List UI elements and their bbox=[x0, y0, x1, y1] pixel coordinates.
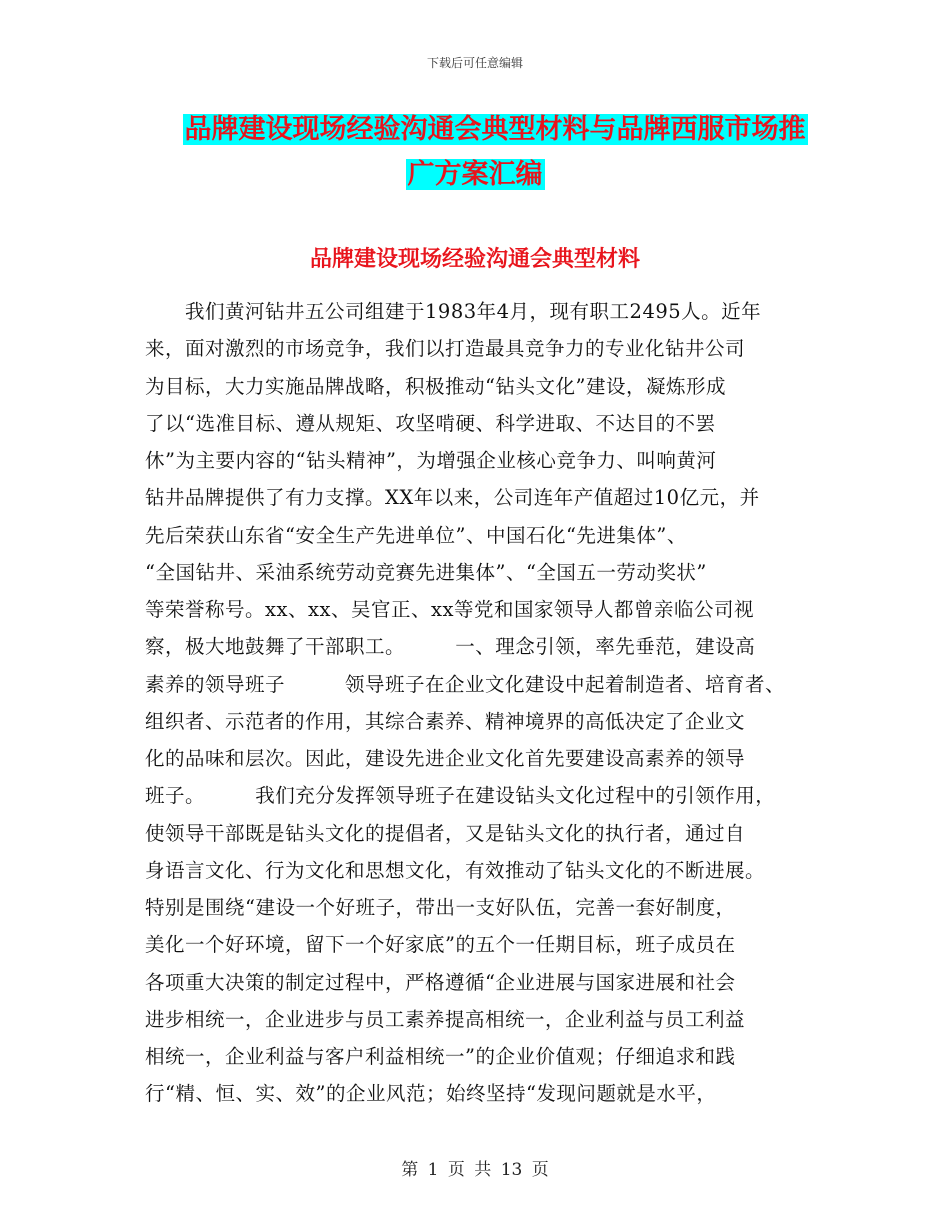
section-title: 品牌建设现场经验沟通会典型材料 bbox=[309, 246, 640, 272]
body-line: 为目标，大力实施品牌战略，积极推动“钻头文化”建设，凝炼形成 bbox=[145, 374, 726, 398]
body-line: 组织者、示范者的作用，其综合素养、精神境界的高低决定了企业文 bbox=[145, 709, 746, 733]
body-line: 使领导干部既是钻头文化的提倡者，又是钻头文化的执行者，通过自 bbox=[145, 821, 746, 845]
body-line: 察，极大地鼓舞了干部职工。 一、理念引领，率先垂范，建设高 bbox=[145, 635, 756, 659]
body-line: 化的品味和层次。因此，建设先进企业文化首先要建设高素养的领导 bbox=[145, 747, 746, 770]
body-line: 钻井品牌提供了有力支撑。XX年以来，公司连年产值超过10亿元，并 bbox=[145, 486, 760, 510]
header-note: 下载后可任意编辑 bbox=[426, 56, 523, 70]
body-line: 休”为主要内容的“钻头精神”，为增强企业核心竞争力、叫响黄河 bbox=[145, 449, 717, 472]
body-line: 美化一个好环境，留下一个好家底”的五个一任期目标，班子成员在 bbox=[145, 933, 736, 957]
body-text bbox=[145, 293, 825, 1113]
body-line: 身语言文化、行为文化和思想文化，有效推动了钻头文化的不断进展。 bbox=[145, 858, 766, 882]
body-line: 了以“选准目标、遵从规矩、攻坚啃硬、科学进取、不达目的不罢 bbox=[145, 411, 716, 435]
body-line: 我们黄河钻井五公司组建于1983年4月，现有职工2495人。近年 bbox=[145, 300, 762, 323]
body-line: 相统一，企业利益与客户利益相统一”的企业价值观；仔细追求和践 bbox=[145, 1045, 736, 1068]
body-line: 来，面对激烈的市场竞争，我们以打造最具竞争力的专业化钻井公司 bbox=[145, 337, 746, 361]
body-line: 行“精、恒、实、效”的企业风范；始终坚持“发现问题就是水平， bbox=[145, 1082, 717, 1106]
title-highlight: 品牌建设现场经验沟通会典型材料与品牌西服市场推 bbox=[184, 114, 806, 145]
document-title-line-1 bbox=[0, 107, 950, 153]
page-footer: 第 1 页 共 13 页 bbox=[401, 1160, 549, 1180]
body-line: “全国钻井、采油系统劳动竞赛先进集体”、“全国五一劳动奖状” bbox=[145, 560, 707, 584]
body-line: 等荣誉称号。xx、xx、吴官正、xx等党和国家领导人都曾亲临公司视 bbox=[145, 598, 754, 621]
document-title-line-2 bbox=[0, 152, 950, 198]
body-line: 进步相统一，企业进步与员工素养提高相统一，企业利益与员工利益 bbox=[145, 1007, 746, 1031]
body-line: 班子。 我们充分发挥领导班子在建设钻头文化过程中的引领作用， bbox=[145, 784, 776, 808]
body-line: 先后荣获山东省“安全生产先进单位”、中国石化“先进集体”、 bbox=[145, 523, 687, 547]
title-highlight: 广方案汇编 bbox=[407, 159, 543, 190]
body-line: 素养的领导班子 领导班子在企业文化建设中起着制造者、培育者、 bbox=[145, 672, 786, 696]
body-line: 各项重大决策的制定过程中，严格遵循“企业进展与国家进展和社会 bbox=[145, 970, 736, 994]
body-line: 特别是围绕“建设一个好班子，带出一支好队伍，完善一套好制度， bbox=[145, 896, 736, 919]
